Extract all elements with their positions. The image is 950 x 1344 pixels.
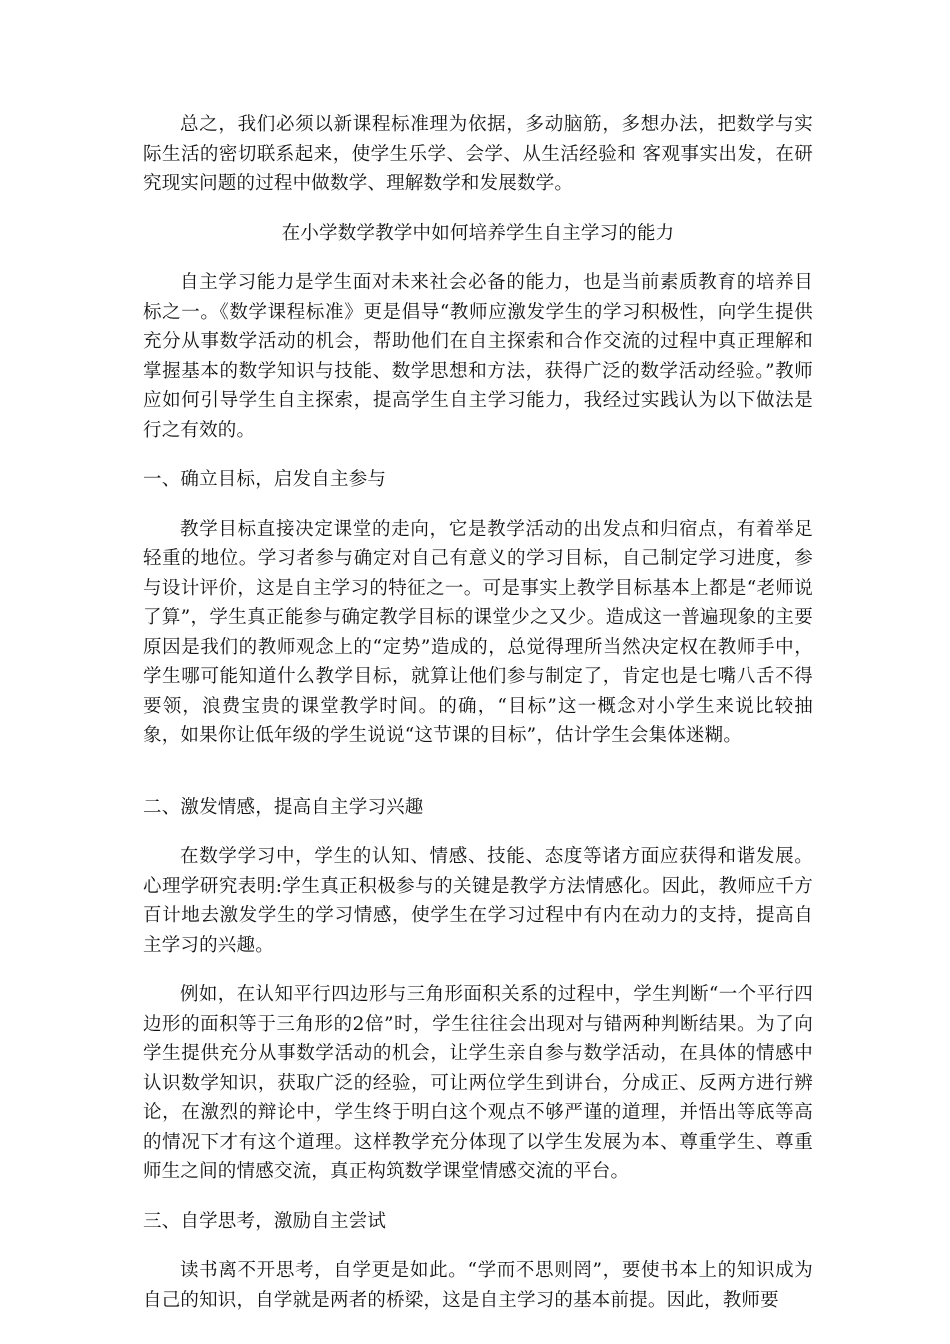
- article-title: 在小学数学教学中如何培养学生自主学习的能力: [281, 222, 675, 244]
- section-3-heading: 三、自学思考，激励自主尝试: [143, 1210, 387, 1232]
- section-2-paragraph-1: 在数学学习中，学生的认知、情感、技能、态度等诸方面应获得和谐发展。心理学研究表明:学生真正积极参与的关键是教学方法情感化。因此，教师应千方百计地去激发学生的学习情感，使学生在学习过程中有内在动力的支持，提高自主学习的兴趣。: [143, 846, 813, 956]
- opening-paragraph: 自主学习能力是学生面对未来社会必备的能力，也是当前素质教育的培养目标之一。《数学课程标准》更是倡导“教师应激发学生的学习积极性，向学生提供充分从事数学活动的机会，帮助他们在自主探索和合作交流的过程中真正理解和掌握基本的数学知识与技能、数学思想和方法，获得广泛的数学活动经验。”教师应如何引导学生自主探索，提高学生自主学习能力，我经过实践认为以下做法是行之有效的。: [143, 272, 813, 441]
- section-1-heading: 一、确立目标，启发自主参与: [143, 469, 387, 490]
- section-2-paragraph-2: 例如，在认知平行四边形与三角形面积关系的过程中，学生判断“一个平行四边形的面积等于三角形的2倍”时，学生往往会出现对与错两种判断结果。为了向学生提供充分从事数学活动的机会，让学生亲自参与数学活动，在具体的情感中认识数学知识，获取广泛的经验，可让两位学生到讲台，分成正、反两方进行辨论，在激烈的辩论中，学生终于明白这个观点不够严谨的道理，并悟出等底等高的情况下才有这个道理。这样教学充分体现了以学生发展为本、尊重学生、尊重师生之间的情感交流，真正构筑数学课堂情感交流的平台。: [143, 984, 813, 1182]
- document-page: [143, 110, 813, 1315]
- intro-paragraph: 总之，我们必须以新课程标准理为依据，多动脑筋，多想办法，把数学与实际生活的密切联系起来，使学生乐学、会学、从生活经验和 客观事实出发，在研究现实问题的过程中做数学、理解数学和发展数学。: [143, 114, 813, 194]
- section-2-heading: 二、激发情感，提高自主学习兴趣: [143, 796, 424, 818]
- section-1-paragraph: 教学目标直接决定课堂的走向，它是教学活动的出发点和归宿点，有着举足轻重的地位。学习者参与确定对自己有意义的学习目标，自己制定学习进度，参与设计评价，这是自主学习的特征之一。可是事实上教学目标基本上都是“老师说了算”，学生真正能参与确定教学目标的课堂少之又少。造成这一普遍现象的主要原因是我们的教师观念上的“定势”造成的，总觉得理所当然决定权在教师手中，学生哪可能知道什么教学目标，就算让他们参与制定了，肯定也是七嘴八舌不得要领，浪费宝贵的课堂教学时间。的确，“目标”这一概念对小学生来说比较抽象，如果你让低年级的学生说说“这节课的目标”，估计学生会集体迷糊。: [143, 518, 813, 746]
- section-3-paragraph: 读书离不开思考，自学更是如此。“学而不思则罔”，要使书本上的知识成为自己的知识，自学就是两者的桥梁，这是自主学习的基本前提。因此，教师要: [143, 1260, 813, 1311]
